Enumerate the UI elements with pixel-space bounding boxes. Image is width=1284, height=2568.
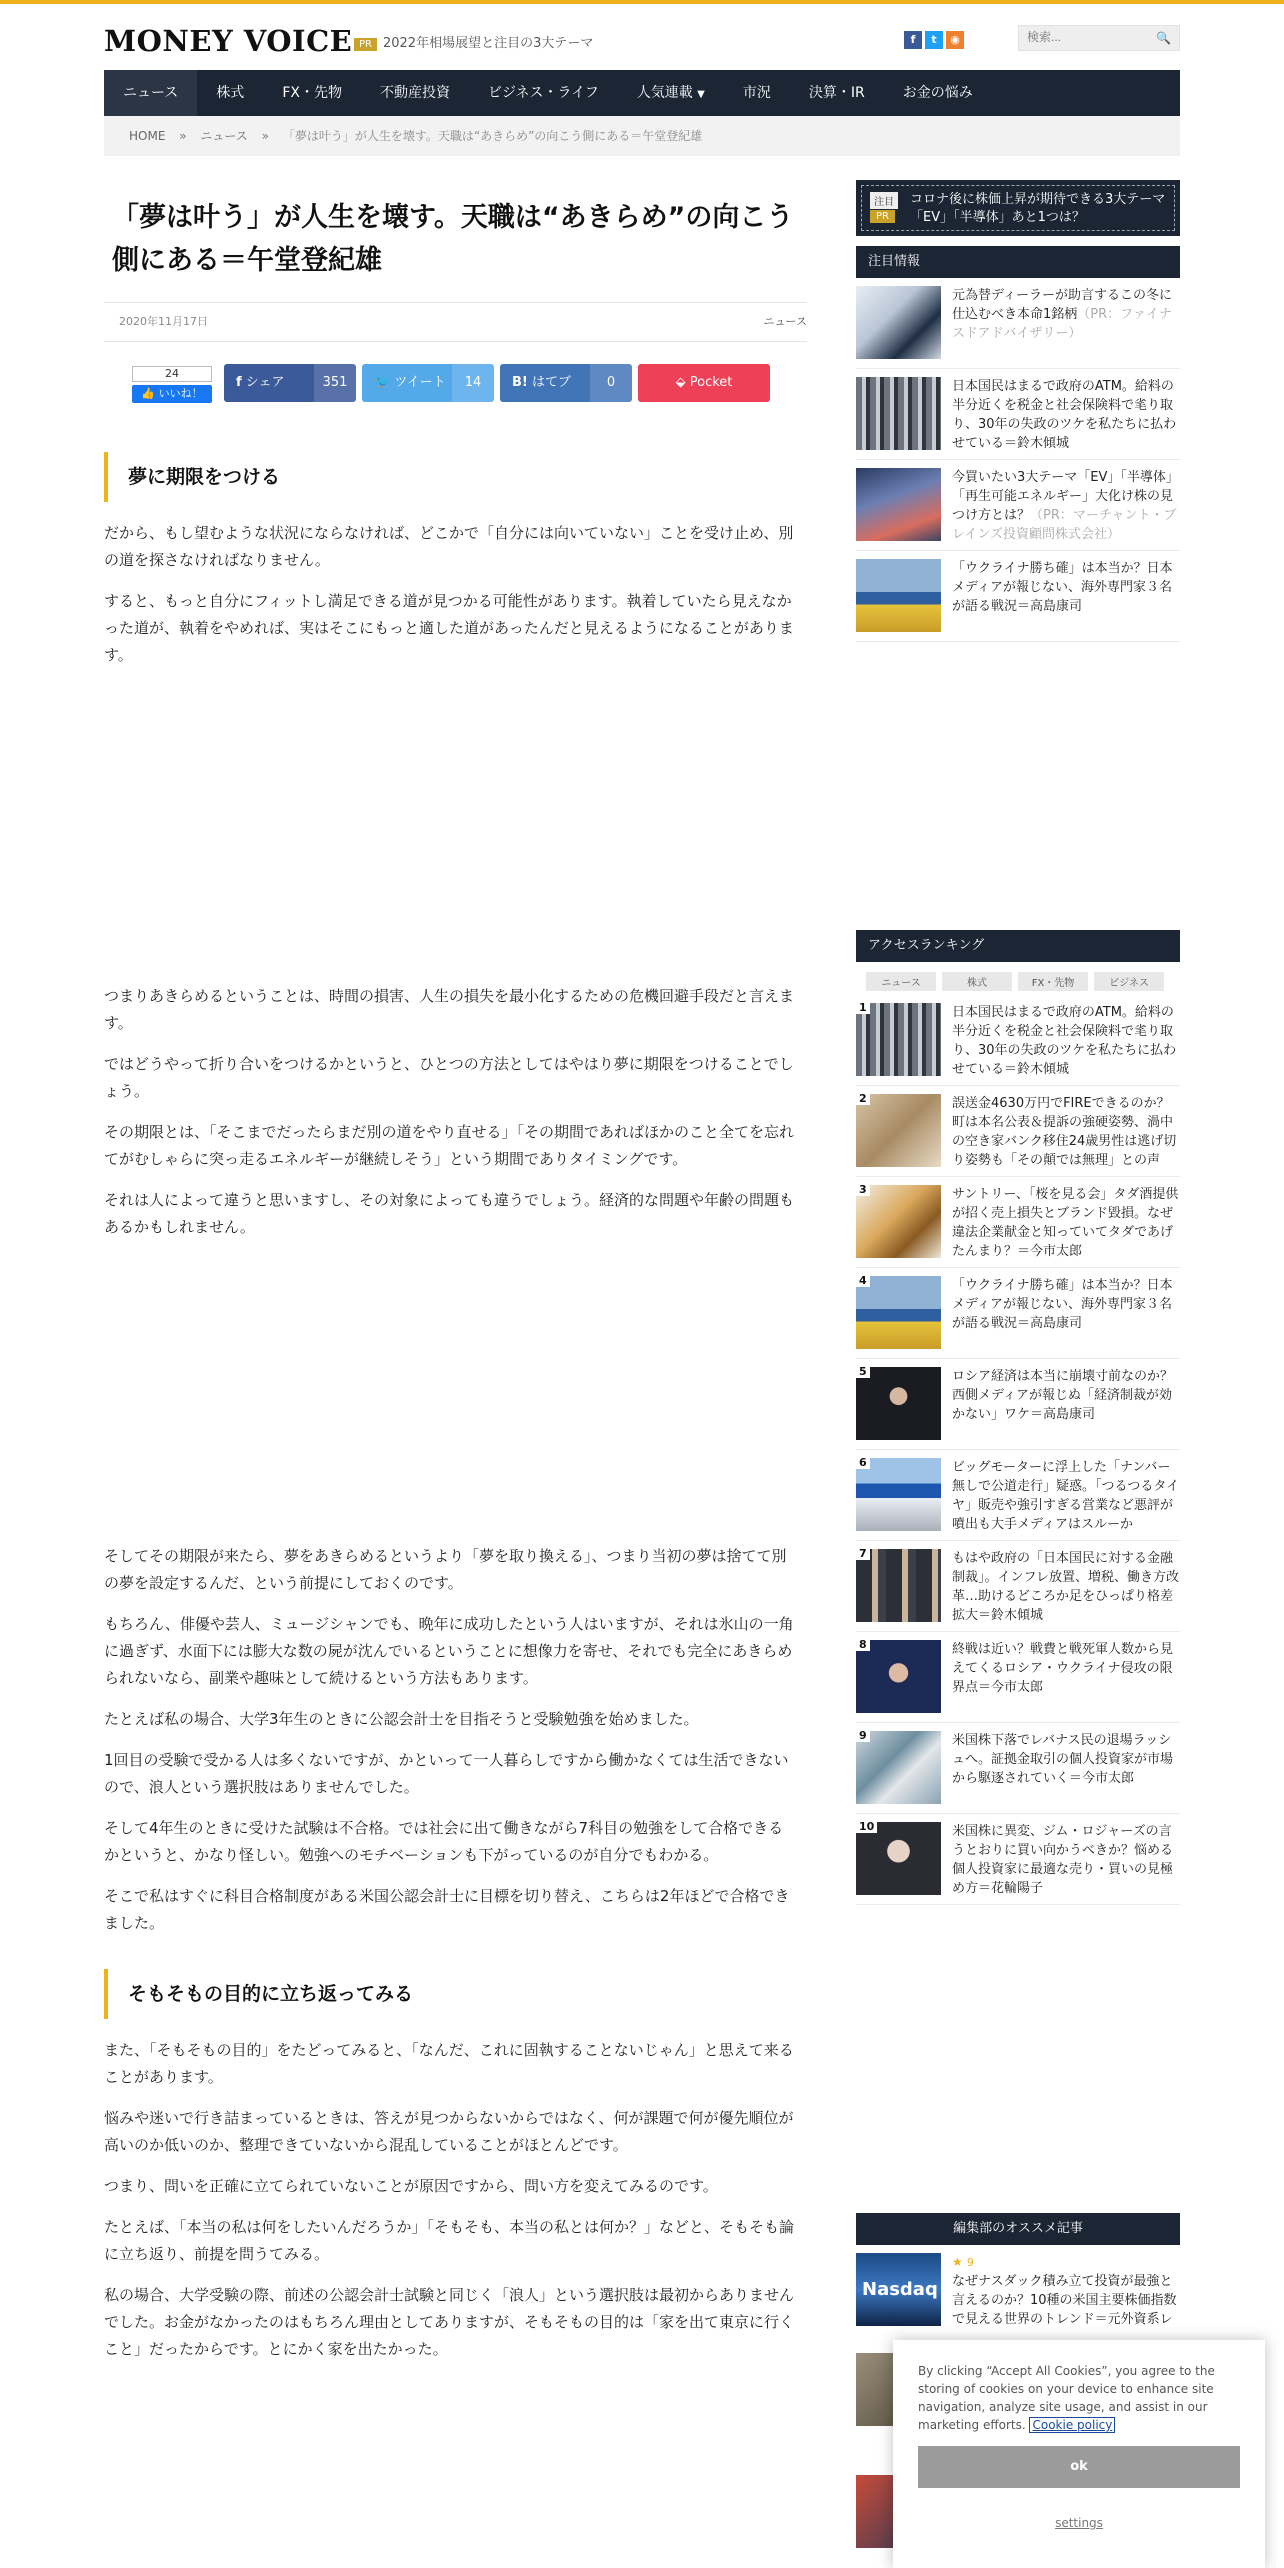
facebook-share-button[interactable] [224,364,356,402]
ranking-item[interactable] [856,1177,1180,1268]
pocket-label: Pocket [689,375,733,390]
ranking-item-title: 日本国民はまるで政府のATM。給料の半分近くを税金と社会保険料で毟り取り、30年の失政のツケを私たちに払わせている＝鈴木傾城 [952,1005,1177,1077]
site-logo[interactable]: MONEY VOICE [104,24,353,58]
facebook-icon: f [236,375,242,390]
recommended-section [856,2213,1180,2335]
ranking-item[interactable] [856,1632,1180,1723]
paragraph: そしてその期限が来たら、夢をあきらめるというより「夢を取り換える」、つまり当初の夢は捨てて別の夢を設定するんだ、という前提にしておくのです。 [104,1547,787,1592]
pickup-pr-tag: PR [870,210,895,223]
nav-item-market[interactable]: 市況 [742,85,771,101]
hatena-button[interactable] [500,364,632,402]
nav-item-stocks[interactable]: 株式 [216,85,245,101]
ranking-list [856,995,1180,1905]
attention-item-pr: （PR：マーチャント・ブレインズ投資顧問株式会社） [952,508,1177,542]
header-pr-link[interactable] [354,32,593,51]
ranking-item[interactable] [856,1723,1180,1814]
attention-item-title: 今買いたい3大テーマ「EV」「半導体」「再生可能エネルギー」大化け株の見つけ方とは？ [952,470,1179,523]
ranking-item[interactable] [856,1450,1180,1541]
ranking-item-title: もはや政府の「日本国民に対する金融制裁」。インフレ放置、増税、働き方改革…助けるどころか足をひっぱり格差拡大＝鈴木傾城 [952,1551,1179,1623]
nav-item-realestate[interactable]: 不動産投資 [379,85,450,101]
rank-number: 4 [856,1274,870,1287]
article-date: 2020年11月17日 [119,315,208,328]
article-meta [104,302,807,342]
site-header [104,4,1180,70]
section-heading: 夢に期限をつける [104,452,797,502]
ranking-item-title: 終戦は近い？戦費と戦死軍人数から見えてくるロシア・ウクライナ侵攻の限界点＝今市太郎 [952,1642,1174,1695]
share-buttons [132,364,807,404]
breadcrumb-current: 「夢は叶う」が人生を壊す。天職は“あきらめ”の向こう側にある＝午堂登紀雄 [282,129,703,143]
ranking-item[interactable] [856,1814,1180,1905]
nav-item-business[interactable]: ビジネス・ライフ [487,85,599,101]
breadcrumb [104,116,1180,156]
pr-text: 2022年相場展望と注目の3大テーマ [382,36,594,51]
chevron-down-icon: ▼ [697,89,705,100]
rank-number: 7 [856,1547,870,1560]
facebook-like-button[interactable] [132,385,212,403]
paragraph: そこで私はすぐに科目合格制度がある米国公認会計士に目標を切り替え、こちらは2年ほどで合格できました。 [104,1887,790,1932]
section-heading: そもそもの目的に立ち返ってみる [104,1969,797,2019]
rank-number: 10 [856,1820,877,1833]
search-box [1018,25,1180,51]
ranking-item-title: サントリー、「桜を見る会」タダ酒提供が招く売上損失とブランド毀損。なぜ違法企業献金と知っていてタダであげたんまり？＝今市太郎 [952,1187,1179,1259]
article [104,178,807,2377]
article-body [104,404,807,2363]
hatena-count: 0 [590,364,632,402]
ranking-item[interactable] [856,1268,1180,1359]
thumbs-up-icon: 👍 [141,387,156,400]
nav-item-ir[interactable]: 決算・IR [808,85,865,101]
attention-thumbnail[interactable] [856,286,941,359]
ranking-tab-stocks[interactable]: 株式 [942,972,1012,991]
attention-item-title: 日本国民はまるで政府のATM。給料の半分近くを税金と社会保険料で毟り取り、30年の失政のツケを私たちに払わせている＝鈴木傾城 [952,379,1177,451]
ranking-item-title: 誤送金4630万円でFIREできるのか？町は本名公表＆提訴の強硬姿勢、渦中の空き家バンク移住24歳男性は逃げ切り姿勢も「その顛では無理」との声 [952,1096,1177,1168]
ranking-tab-business[interactable]: ビジネス [1094,972,1164,991]
pocket-icon: ⬙ [675,375,686,390]
nav-item-series[interactable] [618,70,724,116]
rss-icon[interactable]: ◉ [946,31,964,49]
attention-item-title: 「ウクライナ勝ち確」は本当か？日本メディアが報じない、海外専門家３名が語る戦況＝高島康司 [952,561,1173,614]
paragraph: それは人によって違うと思いますし、その対象によっても違うでしょう。経済的な問題や年齢の問題もあるかもしれません。 [104,1191,795,1236]
pr-badge: PR [354,38,377,51]
attention-item[interactable] [856,369,1180,460]
facebook-icon[interactable]: f [904,31,922,49]
ranking-tab-news[interactable]: ニュース [866,972,936,991]
paragraph: また、「そもそもの目的」をたどってみると、「なんだ、これに固執することないじゃん」と思えて来ることがあります。 [104,2041,794,2086]
recommended-item-title: なぜナスダック積み立て投資が最強と言えるのか？10種の米国主要株価指数で見える世界のトレンド＝元外資系レ [952,2274,1177,2327]
recommended-thumbnail[interactable]: Nasdaq [856,2253,941,2326]
attention-thumbnail[interactable] [856,468,941,541]
rank-number: 2 [856,1092,870,1105]
share-label: シェア [245,375,285,390]
ranking-tabs [856,962,1180,995]
cookie-settings-link[interactable]: settings [1055,2516,1103,2530]
ranking-item-title: 米国株下落でレバナス民の退場ラッシュへ。証拠金取引の個人投資家が市場から駆逐されていく＝今市太郎 [952,1733,1174,1786]
rank-number: 9 [856,1729,870,1742]
paragraph: たとえば、「本当の私は何をしたいんだろうか」「そもそも、本当の私とは何か？」などと、そもそも論に立ち返り、前提を問うてみる。 [104,2218,795,2263]
attention-item[interactable] [856,551,1180,642]
breadcrumb-home[interactable]: HOME [129,129,166,143]
recommended-title: 編集部のオススメ記事 [856,2213,1180,2245]
ranking-item[interactable] [856,1541,1180,1632]
article-title: 「夢は叶う」が人生を壊す。天職は“あきらめ”の向こう側にある＝午堂登紀雄 [112,202,794,276]
pocket-button[interactable] [638,364,770,402]
ranking-title: アクセスランキング [856,930,1180,962]
twitter-icon: 🐦 [374,375,391,390]
paragraph: 1回目の受験で受かる人は多くないですが、かといって一人暮らしですから働かなくては生活できないので、浪人という選択肢はありませんでした。 [104,1751,789,1796]
cookie-text: By clicking “Accept All Cookies”, you agree to the storing of cookies on your device to enhance site navigation, analyze site usage, and assist in our marketing efforts. [918,2364,1215,2432]
sidebar [856,178,1180,1905]
ranking-item[interactable] [856,1086,1180,1177]
facebook-like-label: いいね！ [158,387,203,400]
breadcrumb-separator: » [261,129,269,143]
social-links [904,28,967,49]
pickup-text: コロナ後に株価上昇が期待できる3大テーマ「EV」「半導体」あと1つは？ [910,192,1166,225]
tweet-count: 14 [452,364,494,402]
ranking-item[interactable] [856,995,1180,1086]
attention-item-pr: （PR：ファイナスドアドバイザリー） [952,307,1172,341]
paragraph: 私の場合、大学受験の際、前述の公認会計士試験と同じく「浪人」という選択肢は最初からありませんでした。お金がなかったのはもちろん理由としてありますが、そもそもの目的は「家を出て東京に行くこと」だったからです。とにかく家を出たかった。 [104,2286,795,2358]
paragraph: すると、もっと自分にフィットし満足できる道が見つかる可能性があります。執着していたら見えなかった道が、執着をやめれば、実はそこにもっと適した道があったんだと見えるようになることがあります。 [104,592,794,664]
cookie-policy-link[interactable]: Cookie policy [1029,2417,1115,2433]
pickup-tag: 注目 [870,192,898,209]
star-icon: ★ [952,2255,963,2269]
attention-title: 注目情報 [856,246,1180,278]
ranking-item-title: ビッグモーターに浮上した「ナンバー無しで公道走行」疑惑。「つるつるタイヤ」販売や強引すぎる営業など悪評が噴出も大手メディアはスルーか [952,1460,1180,1532]
main-nav [104,70,1180,116]
paragraph: 悩みや迷いで行き詰まっているときは、答えが見つからないからではなく、何が課題で何が優先順位が高いのか低いのか、整理できていないから混乱していることがほとんどです。 [104,2109,794,2154]
attention-thumbnail[interactable] [856,377,941,450]
recommended-star-count: 9 [966,2256,974,2269]
rank-number: 3 [856,1183,870,1196]
attention-item[interactable] [856,278,1180,369]
paragraph: もちろん、俳優や芸人、ミュージシャンでも、晩年に成功したという人はいますが、それは氷山の一角に過ぎず、水面下には膨大な数の屍が沈んでいるということに想像力を寄せ、それでも完全にあきらめられないなら、副業や趣味として続けるという方法もあります。 [104,1615,794,1687]
twitter-icon[interactable]: t [925,31,943,49]
rank-number: 5 [856,1365,870,1378]
cookie-ok-button[interactable]: ok [918,2446,1240,2488]
hatena-icon: B! [512,375,528,390]
search-icon[interactable]: 🔍 [1156,31,1171,45]
nav-item-news[interactable]: ニュース [104,70,197,116]
rank-number: 1 [856,1001,870,1014]
paragraph: たとえば私の場合、大学3年生のときに公認会計士を目指そうと受験勉強を始めました。 [104,1710,699,1728]
rank-number: 8 [856,1638,870,1651]
paragraph: その期限とは、「そこまでだったらまだ別の道をやり直せる」「その期間であればほかのこと全てを忘れてがむしゃらに突っ走るエネルギーが継続しそう」という期間でありタイミングです。 [104,1123,795,1168]
attention-item-title: 元為替ディーラーが助言するこの冬に仕込むべき本命1銘柄 [952,288,1172,322]
ranking-item-title: 「ウクライナ勝ち確」は本当か？日本メディアが報じない、海外専門家３名が語る戦況＝高島康司 [952,1278,1173,1331]
attention-item[interactable] [856,460,1180,551]
ranking-tab-fx[interactable]: FX・先物 [1018,972,1088,991]
ad-space [104,1255,797,1543]
paragraph: だから、もし望むような状況にならなければ、どこかで「自分には向いていない」ことを受け止め、別の道を探さなければなりません。 [104,524,794,569]
nav-item-fx[interactable]: FX・先物 [282,85,342,101]
paragraph: ではどうやって折り合いをつけるかというと、ひとつの方法としてはやはり夢に期限をつけることでしょう。 [104,1055,794,1100]
attention-thumbnail[interactable] [856,559,941,632]
ranking-item[interactable] [856,1359,1180,1450]
share-count: 351 [314,364,356,402]
rank-number: 6 [856,1456,870,1469]
nav-item-series-label: 人気連載 [636,85,693,101]
ranking-item-title: 米国株に異変、ジム・ロジャーズの言うとおりに買い向かうべきか？悩める個人投資家に最適な売り・買いの見極め方＝花輪陽子 [952,1824,1174,1896]
attention-list [856,278,1180,642]
cookie-consent-banner [893,2340,1265,2568]
facebook-like-count: 24 [132,366,212,382]
ad-space [104,683,797,983]
search-input[interactable] [1019,26,1163,48]
paragraph: つまり、問いを正確に立てられていないことが原因ですから、問い方を変えてみるのです。 [104,2177,718,2195]
nav-item-money[interactable]: お金の悩み [902,85,973,101]
hatena-label: はてブ [531,375,571,390]
pickup-banner[interactable] [856,180,1180,236]
sidebar-ad-space [856,642,1180,930]
tweet-button[interactable] [362,364,494,402]
article-category[interactable]: ニュース [763,315,807,328]
breadcrumb-separator: » [179,129,187,143]
ranking-item-title: ロシア経済は本当に崩壊寸前なのか？西側メディアが報じぬ「経済制裁が効かない」ワケ＝高島康司 [952,1369,1174,1422]
paragraph: そして4年生のときに受けた試験は不合格。では社会に出て働きながら7科目の勉強をして合格できるかというと、かなり怪しい。勉強へのモチベーションも下がっているのが自分でもわかる。 [104,1819,784,1864]
breadcrumb-news[interactable]: ニュース [200,129,248,143]
facebook-like[interactable] [132,366,212,404]
recommended-item[interactable] [856,2245,1180,2335]
tweet-label: ツイート [394,375,446,390]
paragraph: つまりあきらめるということは、時間の損害、人生の損失を最小化するための危機回避手段だと言えます。 [104,987,795,1032]
